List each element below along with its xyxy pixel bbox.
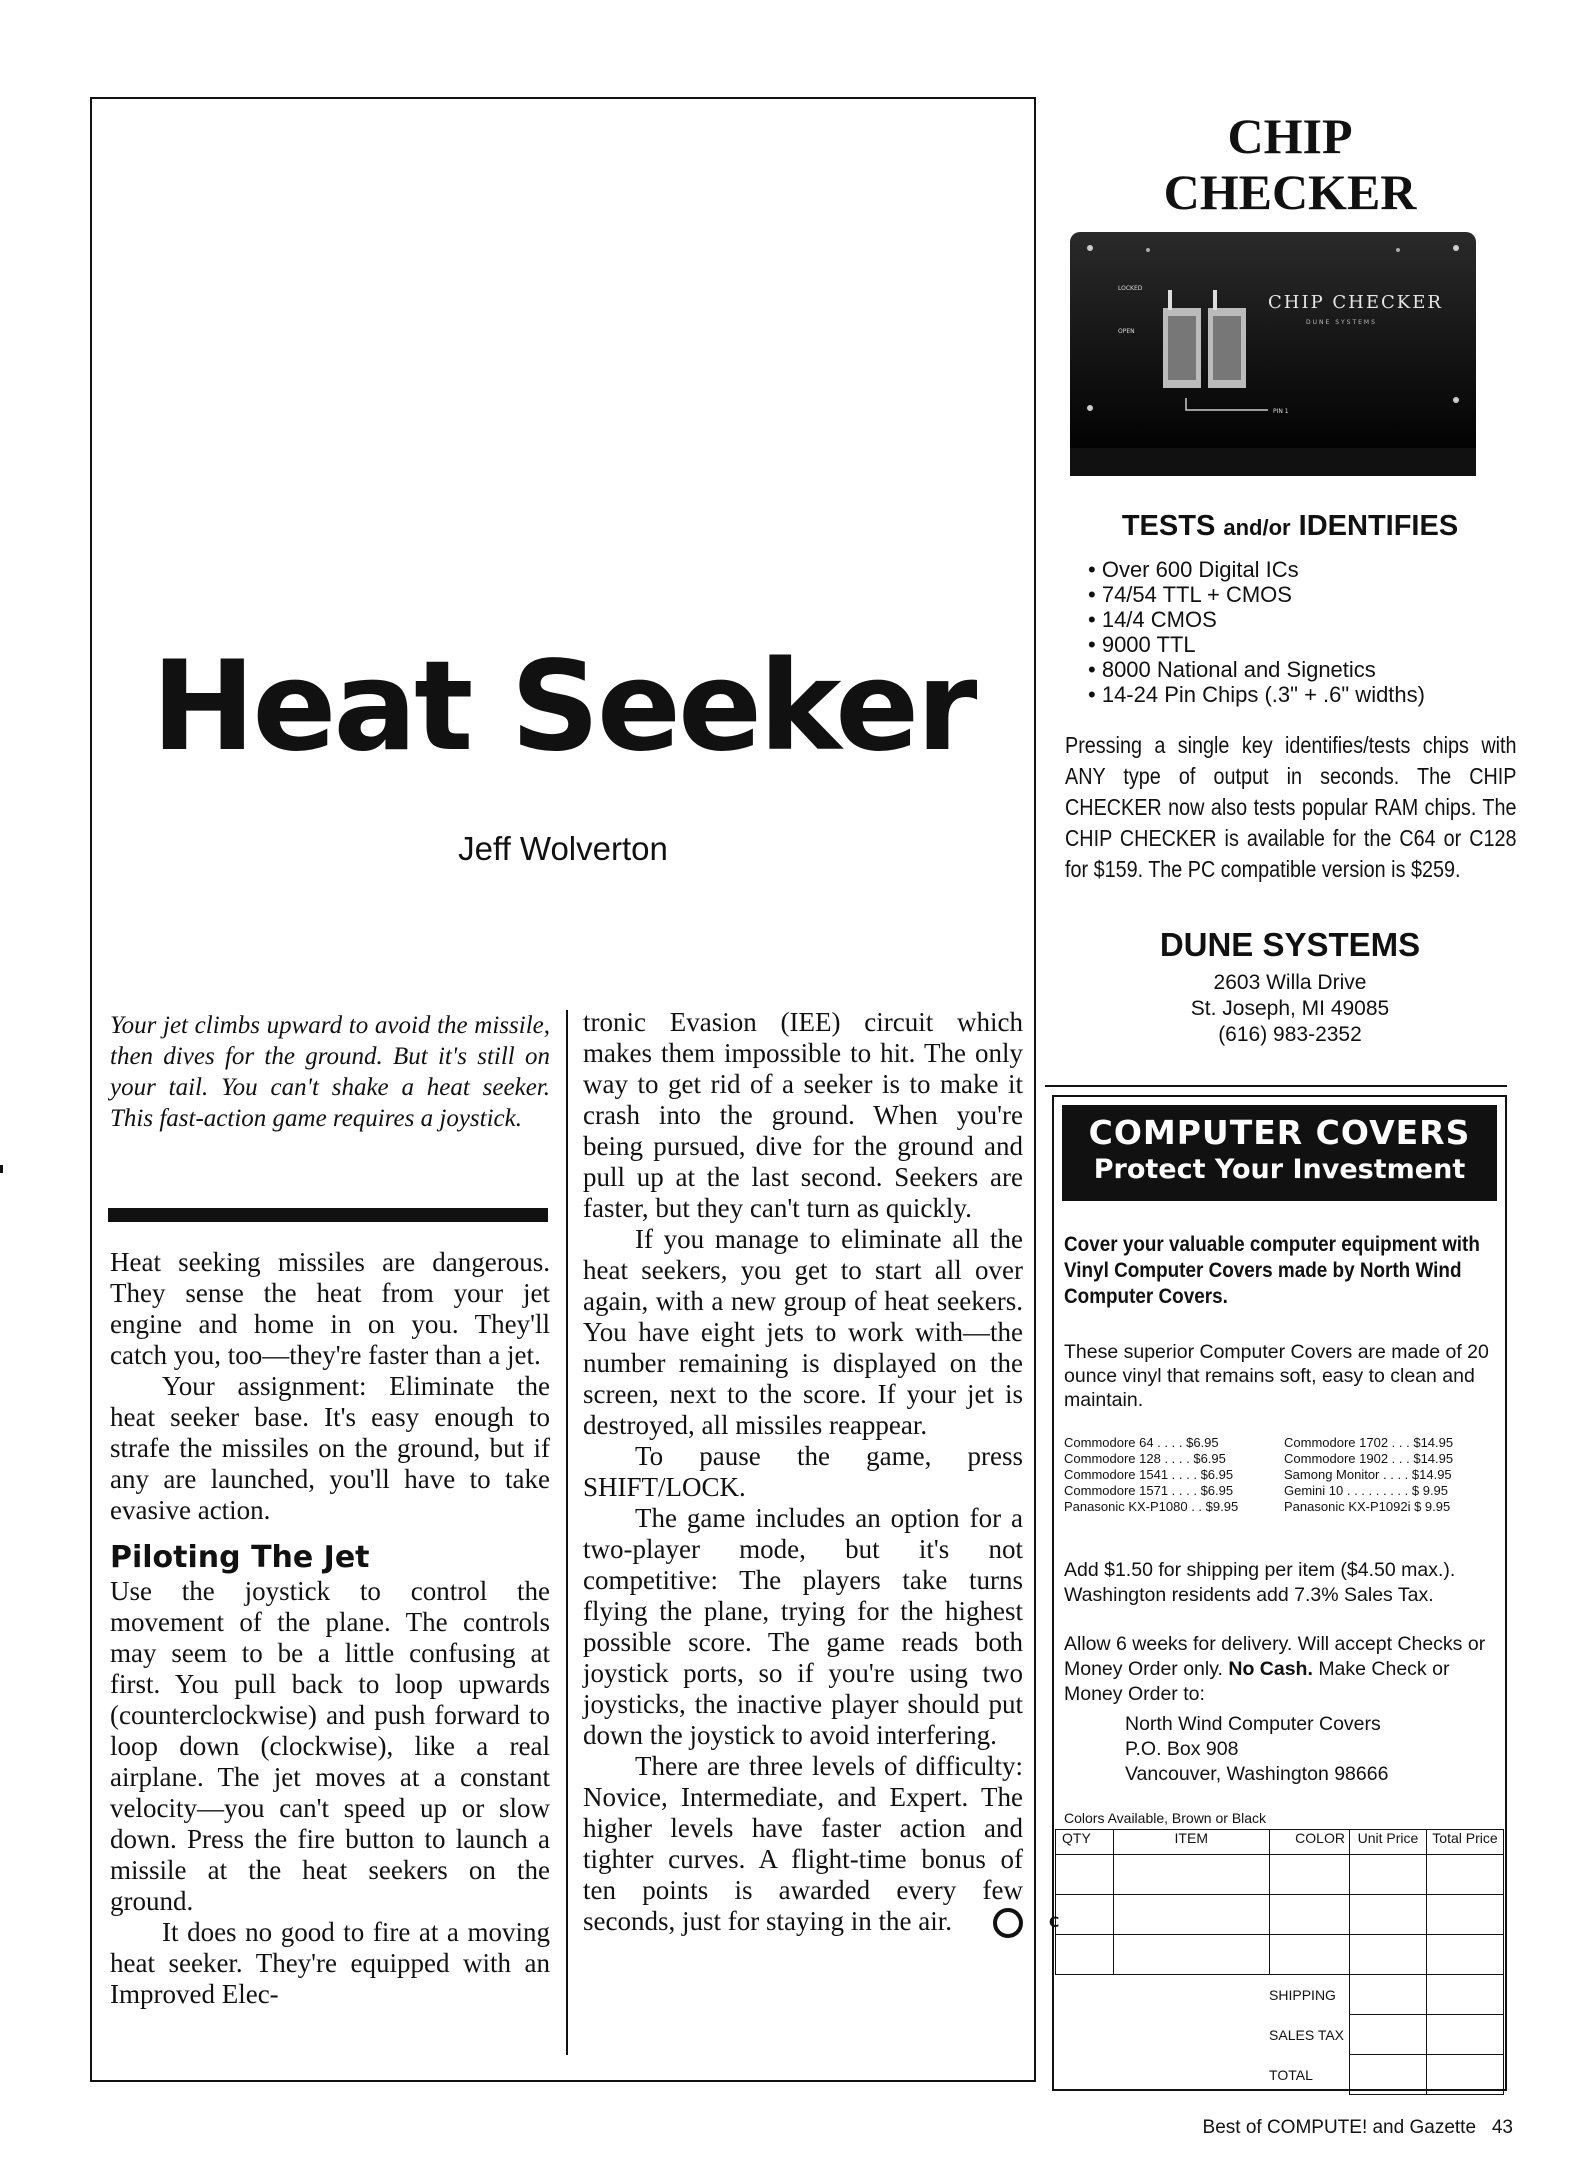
device-label: CHIP CHECKER bbox=[1268, 292, 1443, 313]
paragraph-text: There are three levels of difficulty: Novice, Intermediate, and Expert. The higher levels have faster action and tighter curves. A flight-time bonus of ten points is awarded every few seconds, just for staying in the air. bbox=[583, 1751, 1023, 1936]
blank-cell bbox=[1056, 2015, 1270, 2055]
socket-lever bbox=[1213, 290, 1217, 310]
article-title: Heat Seeker bbox=[151, 635, 975, 779]
blank-cell bbox=[1056, 2055, 1270, 2095]
paragraph: The game includes an option for a two-player mode, but it's not competitive: The players take turns flying the plane, trying for the highest possible score. The game reads both joystick ports, so if you're using two joysticks, the inactive player should put down the joystick to avoid interfering. bbox=[583, 1503, 1023, 1750]
footer-publication: Best of COMPUTE! and Gazette bbox=[1202, 2117, 1477, 2138]
covers-ad-header bbox=[1062, 1105, 1497, 1201]
total-label: TOTAL bbox=[1269, 2066, 1313, 2083]
device-sublabel: DUNE SYSTEMS bbox=[1306, 319, 1377, 326]
column-divider bbox=[566, 1010, 568, 2055]
table-row bbox=[1056, 1895, 1504, 1935]
unit-price-cell[interactable] bbox=[1349, 1855, 1426, 1895]
screw-icon bbox=[1396, 248, 1400, 252]
address-line: 2603 Willa Drive bbox=[1213, 971, 1367, 994]
list-item: • 14-24 Pin Chips (.3" + .6" widths) bbox=[1088, 682, 1528, 707]
chip-feature-list bbox=[1088, 557, 1528, 707]
section-heading: Piloting The Jet bbox=[110, 1540, 370, 1575]
tax-row bbox=[1056, 2015, 1504, 2055]
list-item: • 8000 National and Signetics bbox=[1088, 657, 1528, 682]
chip-ad-title bbox=[1045, 108, 1535, 220]
covers-lead: Cover your valuable computer equipment with Vinyl Computer Covers made by North Wind Computer Covers. bbox=[1064, 1233, 1480, 1308]
delivery-note bbox=[1064, 1632, 1496, 1707]
price-item: Commodore 1702 . . . $14.95 bbox=[1284, 1435, 1454, 1450]
address-line: P.O. Box 908 bbox=[1125, 1738, 1239, 1760]
item-cell[interactable] bbox=[1114, 1935, 1270, 1975]
end-mark-icon: C bbox=[993, 1908, 1023, 1938]
paragraph: tronic Evasion (IEE) circuit which makes them impossible to hit. The only way to get rid of a seeker is to make it crash into the ground. When you're being pursued, dive for the ground and pull up at the last second. Seekers are faster, but they can't turn as quickly. bbox=[583, 1007, 1023, 1223]
total-price-cell[interactable] bbox=[1426, 1935, 1503, 1975]
list-item: • Over 600 Digital ICs bbox=[1088, 557, 1528, 582]
open-label: OPEN bbox=[1118, 328, 1135, 335]
total-cell[interactable] bbox=[1349, 2055, 1426, 2095]
color-cell[interactable] bbox=[1269, 1855, 1349, 1895]
sales-tax-label: SALES TAX bbox=[1269, 2026, 1345, 2043]
no-cash-text: No Cash. bbox=[1228, 1658, 1313, 1680]
header-color: COLOR bbox=[1269, 1830, 1349, 1855]
colors-available: Colors Available, Brown or Black bbox=[1064, 1810, 1267, 1826]
sub-andor: and/or bbox=[1223, 515, 1291, 540]
header-item: ITEM bbox=[1114, 1830, 1270, 1855]
page-number: 43 bbox=[1491, 2117, 1513, 2138]
total-price-cell[interactable] bbox=[1426, 1855, 1503, 1895]
paragraph: If you manage to eliminate all the heat seekers, you get to start all over again, with a new group of heat seekers. You have eight jets to work with—the number remaining is displayed on the screen, next to the score. If your jet is destroyed, all missiles reappear. bbox=[583, 1224, 1023, 1440]
screw-icon bbox=[1087, 245, 1093, 251]
company-address bbox=[1045, 970, 1535, 1048]
device-body bbox=[1070, 232, 1476, 462]
unit-price-cell[interactable] bbox=[1349, 1895, 1426, 1935]
price-item: Commodore 1902 . . . $14.95 bbox=[1284, 1451, 1454, 1466]
paragraph: Use the joystick to control the movement of the plane. The controls may seem to be a little confusing at first. You pull back to loop upwards (counterclockwise) and push forward to loop down (clockwise), like a real airplane. The jet moves at a constant velocity—you can't speed up or slow down. Press the fire button to launch a missile at the heat seekers on the ground. bbox=[110, 1576, 550, 1916]
address-line: North Wind Computer Covers bbox=[1125, 1713, 1381, 1735]
scan-mark bbox=[0, 1165, 3, 1173]
total-price-cell[interactable] bbox=[1426, 1895, 1503, 1935]
grand-total-cell[interactable] bbox=[1426, 2055, 1503, 2095]
chip-ad-subheading bbox=[1045, 510, 1535, 543]
chip-checker-photo bbox=[1068, 228, 1478, 478]
socket-lever bbox=[1168, 290, 1172, 310]
screw-icon bbox=[1087, 405, 1093, 411]
shipping-total-cell[interactable] bbox=[1426, 1975, 1503, 2015]
covers-description: These superior Computer Covers are made of 20 ounce vinyl that remains soft, easy to clean and maintain. bbox=[1064, 1341, 1489, 1411]
sub-tests: TESTS bbox=[1121, 510, 1216, 542]
page-footer bbox=[1000, 2117, 1513, 2139]
price-item: Commodore 64 . . . . $6.95 bbox=[1064, 1435, 1219, 1450]
table-header-row bbox=[1056, 1830, 1504, 1855]
price-item: Commodore 1541 . . . . $6.95 bbox=[1064, 1467, 1234, 1482]
screw-icon bbox=[1453, 245, 1459, 251]
pin-label: PIN 1 bbox=[1273, 408, 1289, 415]
header-qty: QTY bbox=[1056, 1830, 1114, 1855]
table-row bbox=[1056, 1935, 1504, 1975]
company-name: DUNE SYSTEMS bbox=[1159, 926, 1421, 963]
qty-cell[interactable] bbox=[1056, 1855, 1114, 1895]
unit-price-cell[interactable] bbox=[1349, 1935, 1426, 1975]
chip-ad-description: Pressing a single key identifies/tests chips with ANY type of output in seconds. The CHIP CHECKER now also tests popular RAM chips. The CHIP CHECKER is available for the C64 or C128 for $159. The PC compatible version is $259. bbox=[1065, 732, 1517, 882]
device-base bbox=[1070, 448, 1476, 476]
blank-cell bbox=[1056, 1975, 1270, 2015]
delivery-text: Make Check or Money Order to: bbox=[1064, 1658, 1450, 1705]
covers-heading: COMPUTER COVERS bbox=[1088, 1113, 1471, 1152]
covers-subheading: Protect Your Investment bbox=[1093, 1154, 1466, 1185]
qty-cell[interactable] bbox=[1056, 1895, 1114, 1935]
shipping-note: Add $1.50 for shipping per item ($4.50 max.). Washington residents add 7.3% Sales Tax. bbox=[1064, 1559, 1456, 1606]
list-item: • 9000 TTL bbox=[1088, 632, 1528, 657]
total-row bbox=[1056, 2055, 1504, 2095]
locked-label: LOCKED bbox=[1118, 285, 1143, 292]
item-cell[interactable] bbox=[1114, 1895, 1270, 1935]
price-item: Commodore 128 . . . . $6.95 bbox=[1064, 1451, 1226, 1466]
item-cell[interactable] bbox=[1114, 1855, 1270, 1895]
article-column-1 bbox=[110, 1247, 550, 2010]
order-form-table bbox=[1055, 1829, 1504, 2095]
address-line: Vancouver, Washington 98666 bbox=[1125, 1763, 1389, 1785]
ad-divider bbox=[1045, 1085, 1507, 1087]
article-intro: Your jet climbs upward to avoid the missile, then dives for the ground. But it's still on your tail. You can't shake a heat seeker. This fast-action game requires a joystick. bbox=[110, 1012, 550, 1132]
header-total-price: Total Price bbox=[1426, 1830, 1503, 1855]
chip-title-line: CHIP bbox=[1227, 108, 1353, 164]
paragraph: To pause the game, press SHIFT/LOCK. bbox=[583, 1441, 1023, 1502]
order-address bbox=[1125, 1712, 1505, 1787]
qty-cell[interactable] bbox=[1056, 1935, 1114, 1975]
sub-identifies: IDENTIFIES bbox=[1298, 510, 1459, 542]
list-item: • 14/4 CMOS bbox=[1088, 607, 1528, 632]
color-cell[interactable] bbox=[1269, 1935, 1349, 1975]
shipping-row bbox=[1056, 1975, 1504, 2015]
tax-total-cell[interactable] bbox=[1426, 2015, 1503, 2055]
screw-icon bbox=[1146, 248, 1150, 252]
article-column-2 bbox=[583, 1007, 1060, 1938]
screw-icon bbox=[1453, 397, 1459, 403]
color-cell[interactable] bbox=[1269, 1895, 1349, 1935]
address-line: St. Joseph, MI 49085 bbox=[1190, 997, 1390, 1020]
tax-cell[interactable] bbox=[1349, 2015, 1426, 2055]
list-item: • 74/54 TTL + CMOS bbox=[1088, 582, 1528, 607]
shipping-cell[interactable] bbox=[1349, 1975, 1426, 2015]
header-unit-price: Unit Price bbox=[1349, 1830, 1426, 1855]
phone-number: (616) 983-2352 bbox=[1218, 1023, 1362, 1046]
price-item: Panasonic KX-P1080 . . $9.95 bbox=[1064, 1499, 1239, 1514]
price-item: Samong Monitor . . . . $14.95 bbox=[1284, 1467, 1452, 1482]
price-item: Panasonic KX-P1092i $ 9.95 bbox=[1284, 1499, 1451, 1514]
paragraph bbox=[583, 1751, 1060, 1937]
delivery-text: Allow 6 weeks for delivery. Will accept Checks or Money Order only. bbox=[1064, 1633, 1486, 1680]
intro-rule bbox=[108, 1208, 548, 1222]
paragraph: Heat seeking missiles are dangerous. They sense the heat from your jet engine and home in on you. They'll catch you, too—they're faster than a jet. bbox=[110, 1247, 550, 1370]
price-item: Gemini 10 . . . . . . . . . $ 9.95 bbox=[1284, 1483, 1449, 1498]
paragraph: Your assignment: Eliminate the heat seeker base. It's easy enough to strafe the missiles on the ground, but if any are launched, you'll have to take evasive action. bbox=[110, 1371, 550, 1525]
chip-title-line: CHECKER bbox=[1163, 164, 1417, 220]
price-item: Commodore 1571 . . . . $6.95 bbox=[1064, 1483, 1234, 1498]
article-author: Jeff Wolverton bbox=[458, 830, 668, 867]
socket-pins bbox=[1168, 316, 1196, 380]
paragraph: It does no good to fire at a moving heat seeker. They're equipped with an Improved Elec- bbox=[110, 1917, 550, 2009]
price-list bbox=[1064, 1435, 1504, 1515]
shipping-label: SHIPPING bbox=[1269, 1986, 1336, 2003]
socket-pins bbox=[1213, 316, 1241, 380]
table-row bbox=[1056, 1855, 1504, 1895]
